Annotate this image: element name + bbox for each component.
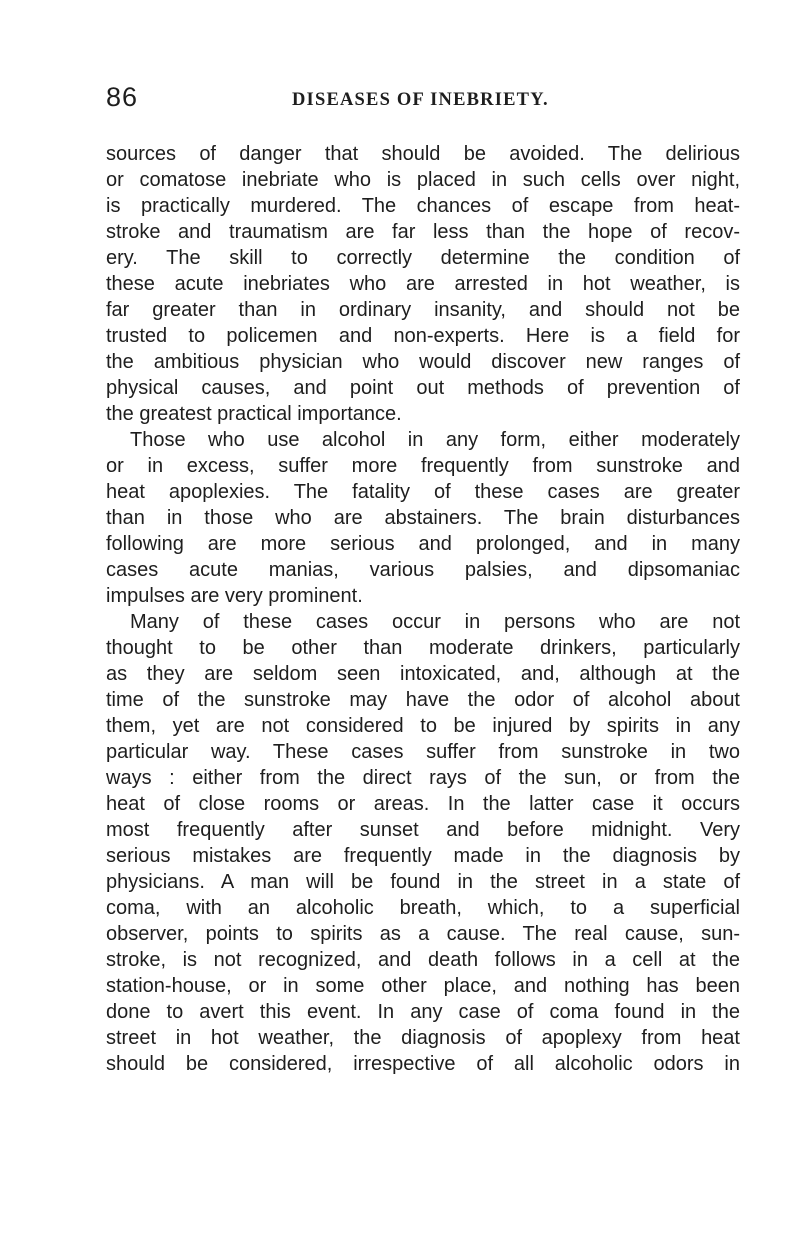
text-line: the ambitious physician who would discover new ranges of bbox=[106, 351, 740, 373]
text-line: than in those who are abstainers. The brain disturbances bbox=[106, 507, 740, 529]
text-line: particular way. These cases suffer from sunstroke in two bbox=[106, 741, 740, 763]
text-line: station-house, or in some other place, and nothing has been bbox=[106, 975, 740, 997]
text-line: should be considered, irrespective of all alcoholic odors in bbox=[106, 1053, 740, 1075]
text-line: them, yet are not considered to be injured by spirits in any bbox=[106, 715, 740, 737]
text-line: the greatest practical importance. bbox=[106, 403, 402, 425]
text-line: stroke and traumatism are far less than the hope of recov- bbox=[106, 221, 740, 243]
paragraph-1 bbox=[106, 141, 740, 427]
text-line: physical causes, and point out methods of prevention of bbox=[106, 377, 740, 399]
text-line: heat apoplexies. The fatality of these cases are greater bbox=[106, 481, 740, 503]
text-line: done to avert this event. In any case of coma found in the bbox=[106, 1001, 740, 1023]
paragraph-3 bbox=[106, 609, 740, 1077]
text-line: time of the sunstroke may have the odor of alcohol about bbox=[106, 689, 740, 711]
text-line: serious mistakes are frequently made in the diagnosis by bbox=[106, 845, 740, 867]
text-line: street in hot weather, the diagnosis of apoplexy from heat bbox=[106, 1027, 740, 1049]
text-line: ways : either from the direct rays of the sun, or from the bbox=[106, 767, 740, 789]
text-line: or in excess, suffer more frequently from sunstroke and bbox=[106, 455, 740, 477]
text-line: far greater than in ordinary insanity, and should not be bbox=[106, 299, 740, 321]
running-head: DISEASES OF INEBRIETY. bbox=[292, 90, 549, 110]
text-line: cases acute manias, various palsies, and dipsomaniac bbox=[106, 559, 740, 581]
text-line: as they are seldom seen intoxicated, and, although at the bbox=[106, 663, 740, 685]
text-line: stroke, is not recognized, and death follows in a cell at the bbox=[106, 949, 740, 971]
text-line: ery. The skill to correctly determine the condition of bbox=[106, 247, 740, 269]
text-line: most frequently after sunset and before midnight. Very bbox=[106, 819, 740, 841]
text-line: Those who use alcohol in any form, either moderately bbox=[130, 429, 740, 451]
text-line: or comatose inebriate who is placed in such cells over night, bbox=[106, 169, 740, 191]
text-line: Many of these cases occur in persons who are not bbox=[130, 611, 740, 633]
page-header bbox=[106, 82, 746, 122]
text-line: observer, points to spirits as a cause. The real cause, sun- bbox=[106, 923, 740, 945]
text-line: these acute inebriates who are arrested in hot weather, is bbox=[106, 273, 740, 295]
text-line: heat of close rooms or areas. In the latter case it occurs bbox=[106, 793, 740, 815]
page-number: 86 bbox=[106, 82, 139, 112]
text-line: physicians. A man will be found in the street in a state of bbox=[106, 871, 740, 893]
text-line: sources of danger that should be avoided. The delirious bbox=[106, 143, 740, 165]
text-line: impulses are very prominent. bbox=[106, 585, 363, 607]
body-text bbox=[106, 141, 740, 1077]
text-line: thought to be other than moderate drinkers, particularly bbox=[106, 637, 740, 659]
text-line: is practically murdered. The chances of escape from heat- bbox=[106, 195, 740, 217]
text-line: trusted to policemen and non-experts. Here is a field for bbox=[106, 325, 740, 347]
paragraph-2 bbox=[106, 427, 740, 609]
text-line: coma, with an alcoholic breath, which, to a superficial bbox=[106, 897, 740, 919]
text-line: following are more serious and prolonged, and in many bbox=[106, 533, 740, 555]
